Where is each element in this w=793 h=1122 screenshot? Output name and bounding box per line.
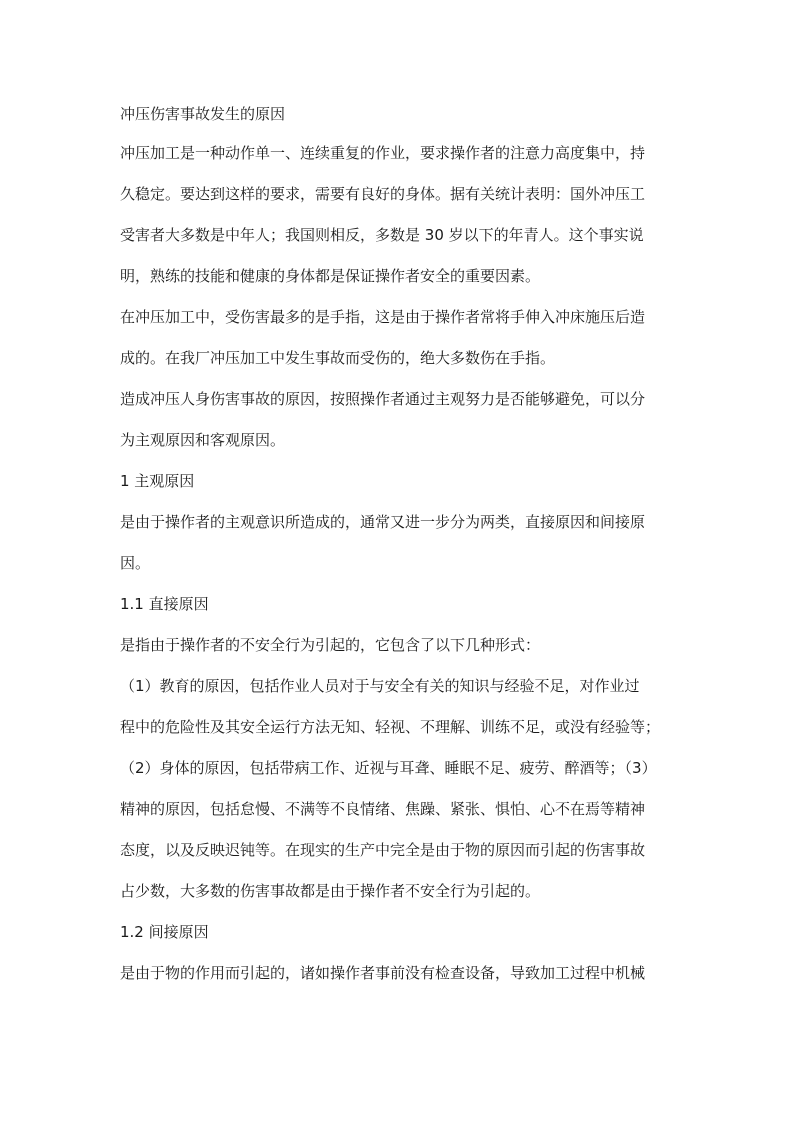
paragraph-line: 明，熟练的技能和健康的身体都是保证操作者安全的重要因素。 [120,267,541,285]
heading-main-cause: 1 主观原因 [120,472,195,490]
paragraph-line: 是指由于操作者的不安全行为引起的，它包含了以下几种形式： [120,636,541,654]
paragraph-line: 在冲压加工中，受伤害最多的是手指，这是由于操作者常将手伸入冲床施压后造 [120,308,646,326]
paragraph-line: （2）身体的原因，包括带病工作、近视与耳聋、睡眠不足、疲劳、醉酒等；（3） [120,759,657,777]
document-body [120,95,673,994]
paragraph-line: （1）教育的原因，包括作业人员对于与安全有关的知识与经验不足，对作业过 [120,677,640,695]
paragraph-line: 因。 [120,554,151,572]
paragraph-line: 为主观原因和客观原因。 [120,431,286,449]
paragraph-line: 成的。在我厂冲压加工中发生事故而受伤的，绝大多数伤在手指。 [120,349,556,367]
paragraph-line: 久稳定。要达到这样的要求，需要有良好的身体。据有关统计表明：国外冲压工 [120,185,646,203]
section-title: 冲压伤害事故发生的原因 [120,105,286,123]
paragraph-line: 冲压加工是一种动作单一、连续重复的作业，要求操作者的注意力高度集中，持 [120,144,646,162]
paragraph-line: 是由于物的作用而引起的，诸如操作者事前没有检查设备，导致加工过程中机械 [120,964,646,982]
heading-indirect-cause: 1.2 间接原因 [120,923,209,941]
paragraph-line: 受害者大多数是中年人；我国则相反，多数是 30 岁以下的年青人。这个事实说 [120,226,644,244]
heading-direct-cause: 1.1 直接原因 [120,595,209,613]
paragraph-line: 造成冲压人身伤害事故的原因，按照操作者通过主观努力是否能够避免，可以分 [120,390,646,408]
paragraph-line: 态度，以及反映迟钝等。在现实的生产中完全是由于物的原因而引起的伤害事故 [120,841,646,859]
paragraph-line: 精神的原因，包括怠慢、不满等不良情绪、焦躁、紧张、惧怕、心不在焉等精神 [120,800,646,818]
paragraph-line: 占少数，大多数的伤害事故都是由于操作者不安全行为引起的。 [120,882,541,900]
paragraph-line: 程中的危险性及其安全运行方法无知、轻视、不理解、训练不足，或没有经验等； [120,718,661,736]
paragraph-line: 是由于操作者的主观意识所造成的，通常又进一步分为两类，直接原因和间接原 [120,513,646,531]
